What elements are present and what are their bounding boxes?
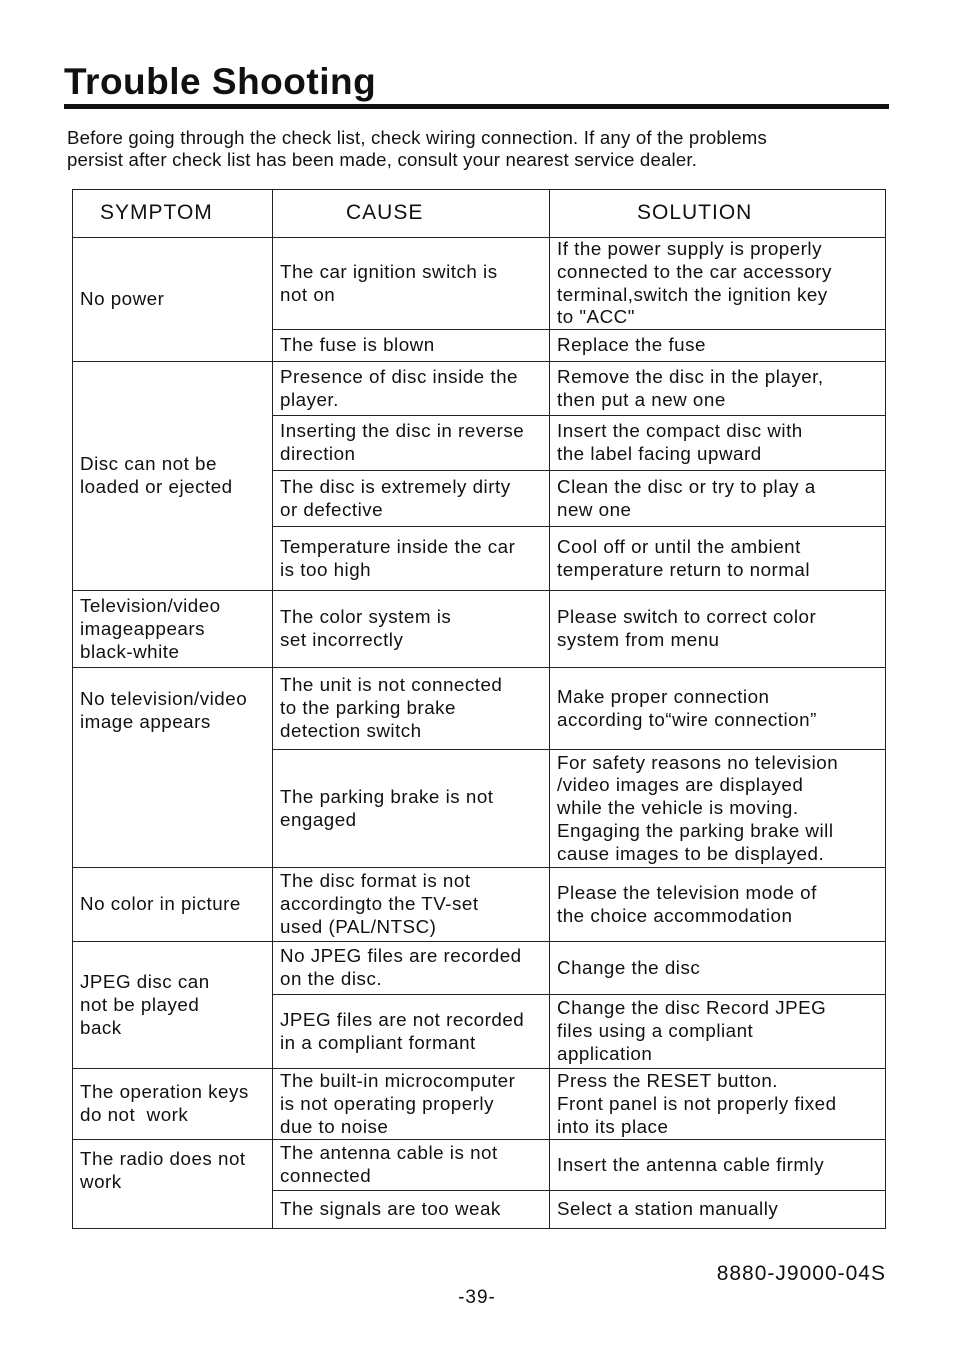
page-title: Trouble Shooting <box>64 61 377 102</box>
solution-cell: Press the RESET button. Front panel is not properly fixed into its place <box>550 1069 886 1140</box>
solution-cell: Insert the antenna cable firmly <box>550 1140 886 1191</box>
table-row <box>73 1069 886 1140</box>
table-row <box>73 362 886 416</box>
header-solution: SOLUTION <box>550 190 886 238</box>
cause-cell: Temperature inside the car is too high <box>273 527 550 591</box>
header-symptom: SYMPTOM <box>73 190 273 238</box>
cause-cell: No JPEG files are recorded on the disc. <box>273 942 550 995</box>
table-row <box>73 942 886 995</box>
intro-line-1: Before going through the check list, check wiring connection. If any of the problems <box>67 127 767 148</box>
solution-cell: Please switch to correct color system from menu <box>550 591 886 668</box>
intro-line-2: persist after check list has been made, consult your nearest service dealer. <box>67 149 698 170</box>
solution-cell: Select a station manually <box>550 1191 886 1229</box>
solution-cell: Make proper connection according to“wire connection” <box>550 668 886 750</box>
table-row <box>73 668 886 750</box>
model-code: 8880-J9000-04S <box>716 1262 886 1285</box>
table-row <box>73 1140 886 1191</box>
cause-cell: Inserting the disc in reverse direction <box>273 416 550 471</box>
table-row <box>73 591 886 668</box>
solution-cell: Change the disc <box>550 942 886 995</box>
symptom-cell: The radio does not work <box>73 1140 273 1229</box>
table-header-row <box>73 190 886 238</box>
page-number: -39- <box>458 1287 496 1308</box>
symptom-cell: JPEG disc can not be played back <box>73 942 273 1069</box>
solution-cell: If the power supply is properly connected to the car accessory terminal,switch the ignition key to "ACC" <box>550 238 886 330</box>
header-cause: CAUSE <box>273 190 550 238</box>
solution-cell: Insert the compact disc with the label facing upward <box>550 416 886 471</box>
cause-cell: JPEG files are not recorded in a compliant formant <box>273 995 550 1069</box>
solution-cell: Replace the fuse <box>550 330 886 362</box>
cause-cell: The fuse is blown <box>273 330 550 362</box>
solution-cell: Remove the disc in the player, then put a new one <box>550 362 886 416</box>
symptom-cell: Television/video imageappears black-white <box>73 591 273 668</box>
cause-cell: The disc format is not accordingto the TV-set used (PAL/NTSC) <box>273 868 550 942</box>
cause-cell: The antenna cable is not connected <box>273 1140 550 1191</box>
symptom-cell: No power <box>73 238 273 362</box>
cause-cell: The car ignition switch is not on <box>273 238 550 330</box>
symptom-cell: No color in picture <box>73 868 273 942</box>
cause-cell: Presence of disc inside the player. <box>273 362 550 416</box>
symptom-cell: The operation keys do not work <box>73 1069 273 1140</box>
table-row <box>73 238 886 330</box>
cause-cell: The unit is not connected to the parking brake detection switch <box>273 668 550 750</box>
solution-cell: Clean the disc or try to play a new one <box>550 471 886 527</box>
solution-cell: Please the television mode of the choice accommodation <box>550 868 886 942</box>
title-underline <box>64 104 889 109</box>
cause-cell: The signals are too weak <box>273 1191 550 1229</box>
symptom-cell: Disc can not be loaded or ejected <box>73 362 273 591</box>
cause-cell: The built-in microcomputer is not operating properly due to noise <box>273 1069 550 1140</box>
symptom-cell: No television/video image appears <box>73 668 273 868</box>
troubleshooting-table <box>72 189 886 1229</box>
solution-cell: Change the disc Record JPEG files using a compliant application <box>550 995 886 1069</box>
cause-cell: The color system is set incorrectly <box>273 591 550 668</box>
cause-cell: The disc is extremely dirty or defective <box>273 471 550 527</box>
cause-cell: The parking brake is not engaged <box>273 750 550 868</box>
intro-text <box>67 127 897 171</box>
solution-cell: For safety reasons no television /video images are displayed while the vehicle is moving. Engaging the parking brake will cause images to be displayed. <box>550 750 886 868</box>
solution-cell: Cool off or until the ambient temperature return to normal <box>550 527 886 591</box>
table-row <box>73 868 886 942</box>
